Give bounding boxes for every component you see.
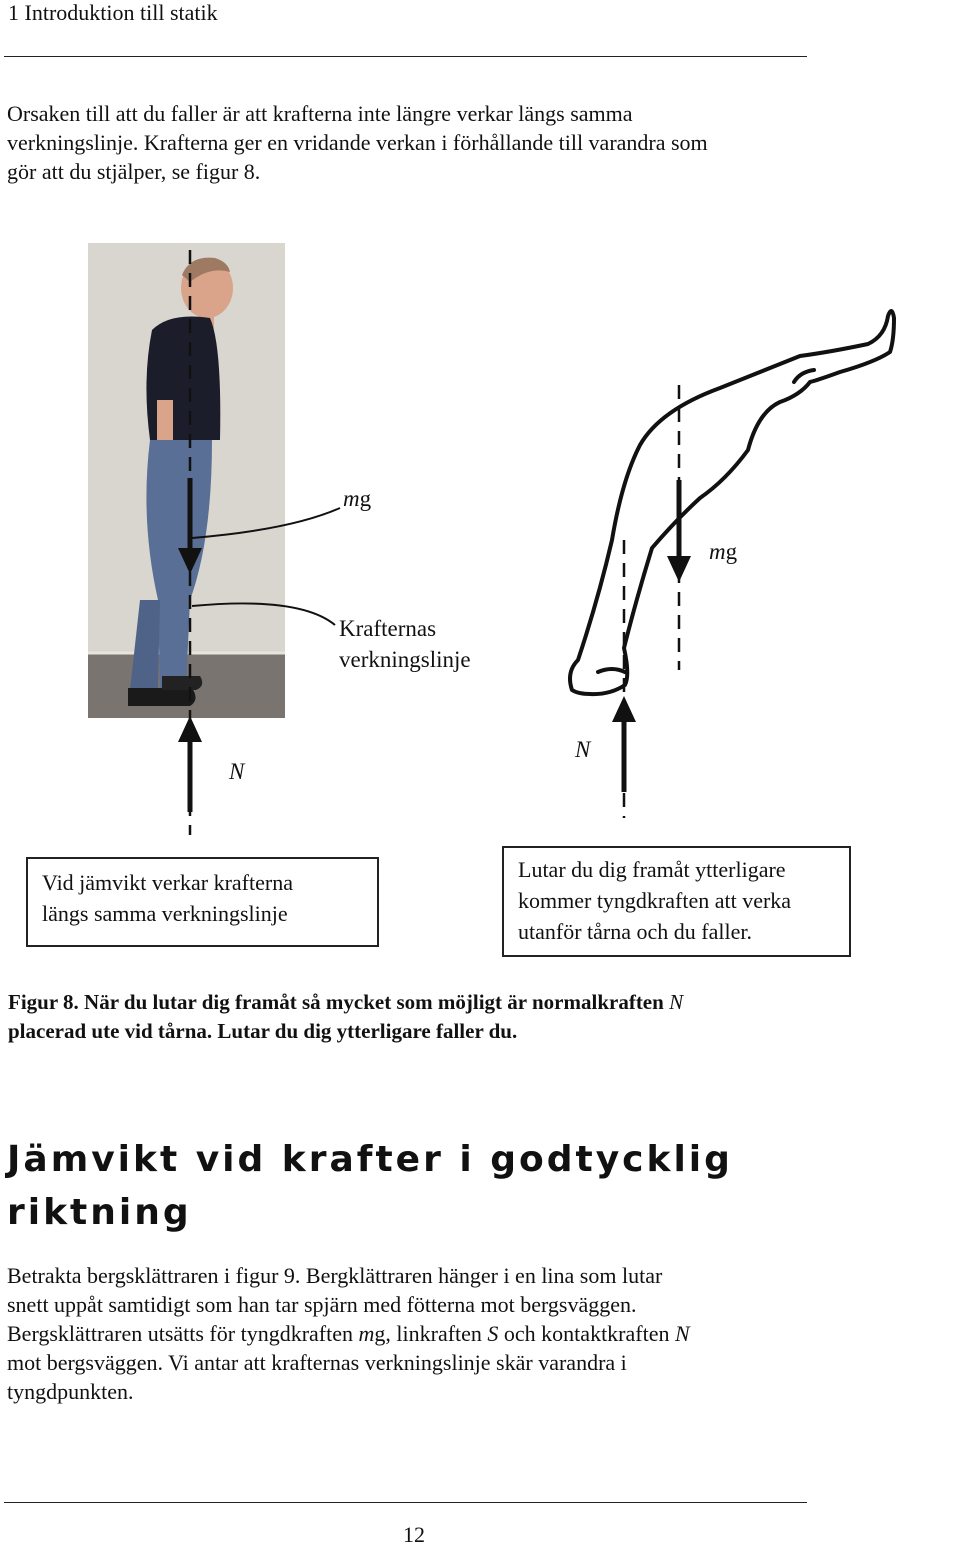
callout-right-line: utanför tårna och du faller. [518, 919, 752, 944]
caption-symbol: N [669, 990, 684, 1014]
callout-left-line: Vid jämvikt verkar krafterna [42, 870, 293, 895]
callout-box-right [502, 846, 851, 957]
chapter-header: 1 Introduktion till statik [8, 0, 218, 25]
callout-box-left [26, 857, 379, 947]
caption-line-1 [8, 988, 683, 1017]
section-heading [7, 1133, 733, 1239]
body-line [7, 1319, 690, 1348]
header-rule [4, 56, 807, 57]
symbol-n: N [674, 1321, 690, 1346]
body-text: g, linkraften [374, 1321, 488, 1346]
mg-label-left: mg [343, 486, 372, 511]
body-line: mot bergsväggen. Vi antar att krafternas verkningslinje skär varandra i [7, 1350, 627, 1375]
body-line: snett uppåt samtidigt som han tar spjärn med fötterna mot bergsväggen. [7, 1292, 637, 1317]
callout-right-line: kommer tyngdkraften att verka [518, 888, 792, 913]
line-of-action-label-1: Krafternas [339, 616, 437, 641]
heading-line-2: riktning [7, 1192, 192, 1233]
body-paragraph [7, 1261, 690, 1406]
symbol-s: S [487, 1321, 499, 1346]
callout-left-line: längs samma verkningslinje [42, 901, 288, 926]
caption-line-2: placerad ute vid tårna. Lutar du dig ytterligare faller du. [8, 1019, 518, 1043]
leaning-person-drawing [570, 311, 894, 694]
n-label-left-text: N [229, 759, 245, 784]
body-text: och kontaktkraften [498, 1321, 675, 1346]
symbol-m: m [358, 1321, 375, 1346]
line-of-action-label-2: verkningslinje [339, 647, 471, 672]
callout-right-line: Lutar du dig framåt ytterligare [518, 857, 786, 882]
body-text: Bergsklättraren utsätts för tyngdkraften [7, 1321, 359, 1346]
footer-rule [4, 1502, 807, 1503]
mg-label-right: mg [709, 539, 738, 564]
intro-line: gör att du stjälper, se figur 8. [7, 159, 261, 184]
body-line: tyngdpunkten. [7, 1379, 134, 1404]
n-label-left [229, 759, 244, 785]
intro-paragraph [7, 99, 708, 186]
intro-line: Orsaken till att du faller är att krafterna inte längre verkar längs samma [7, 101, 633, 126]
caption-text: Figur 8. När du lutar dig framåt så mycket som möjligt är normalkraften [8, 990, 664, 1014]
n-label-right [575, 737, 590, 763]
body-line: Betrakta bergsklättraren i figur 9. Bergklättraren hänger i en lina som lutar [7, 1263, 663, 1288]
intro-line: verkningslinje. Krafterna ger en vridande verkan i förhållande till varandra som [7, 130, 708, 155]
page-number: 12 [403, 1522, 425, 1547]
figure-caption [8, 988, 683, 1046]
heading-line-1: Jämvikt vid krafter i godtycklig [7, 1139, 733, 1180]
standing-person-photo [88, 243, 285, 718]
n-label-right-text: N [575, 737, 591, 762]
